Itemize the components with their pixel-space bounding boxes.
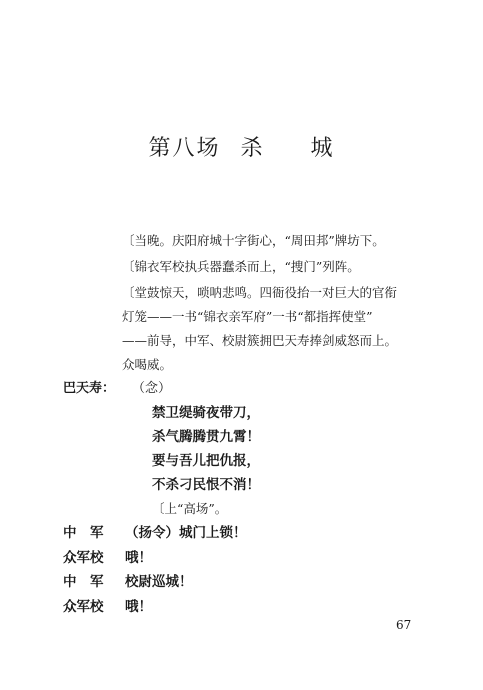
stage-direction-3: 〔堂鼓惊天，唢呐悲鸣。四衙役抬一对巨大的官衔 [122, 285, 398, 300]
stage-direction-6: 众喝威。 [122, 357, 173, 372]
dialogue-role: 中 军 [63, 525, 104, 541]
dialogue-row-3 [63, 569, 193, 595]
stage-direction-after-verse: 〔上“高场”。 [152, 501, 228, 516]
dialogue-line: （扬令）城门上锁！ [125, 525, 247, 541]
stage-direction-2: 〔锦衣军校执兵器蠢杀而上，“捜门”列阵。 [122, 259, 360, 274]
stage-direction-5: ——前导，中军、校尉簇拥巴天寿捧剑威怒而上。 [122, 333, 398, 348]
scene-title-part3: 城 [310, 136, 335, 161]
dialogue-line: 校尉巡城！ [125, 574, 193, 590]
dialogue-role: 众军校 [63, 599, 104, 615]
verse-line-2: 杀气腾腾贯九霄！ [152, 429, 260, 445]
dialogue-line: 哦！ [125, 550, 152, 566]
dialogue-role: 众军校 [63, 550, 104, 566]
stage-direction-4: 灯笼——一书“锦衣亲军府”一书“都指挥使堂” [122, 309, 373, 324]
dialogue-row-1 [63, 520, 247, 546]
stage-direction-1: 〔当晚。庆阳府城十字街心，“周田邦”牌坊下。 [122, 233, 385, 248]
page-number: 67 [396, 618, 412, 632]
scene-title-part1: 第八场 [148, 136, 221, 161]
dialogue-role: 中 军 [63, 574, 104, 590]
speaker-ba-tianshou: 巴天寿： [63, 381, 116, 396]
verse-line-3: 要与吾儿把仇报， [152, 453, 260, 469]
dialogue-row-2 [63, 545, 152, 571]
verse-line-1: 禁卫缇骑夜带刀， [152, 405, 260, 421]
dialogue-line: 哦！ [125, 599, 152, 615]
dialogue-row-4 [63, 594, 152, 620]
scene-title-part2: 杀 [240, 136, 265, 161]
speaker-direction: （念） [132, 381, 172, 396]
verse-line-4: 不杀刁民恨不消！ [152, 477, 260, 493]
scene-title [0, 131, 483, 162]
